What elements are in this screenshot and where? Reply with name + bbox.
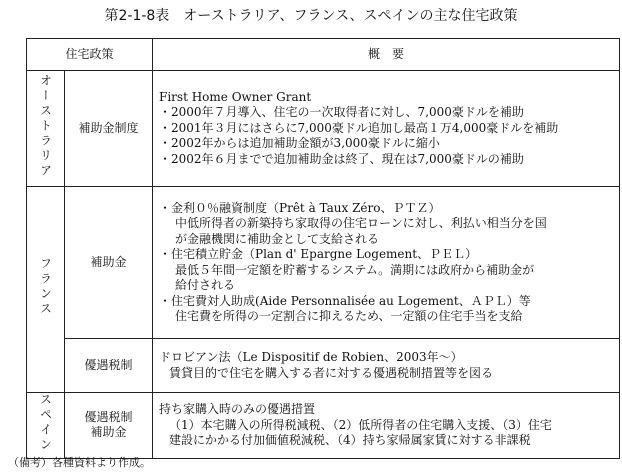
header-policy: 住宅政策 [27, 39, 153, 71]
detail-line: 持ち家購入時のみの優遇措置 [159, 402, 316, 416]
detail-line: ・2001年３月にはさらに7,000豪ドル追加し最高１万4,000豪ドルを補助 [159, 120, 559, 135]
detail-line: 中低所得者の新築持ち家取得の住宅ローンに対し、利払い相当分を国 [175, 216, 547, 230]
table-row-spain [27, 393, 620, 459]
table-row-australia [27, 71, 620, 187]
table-row-france-subsidy [27, 187, 620, 339]
country-cell-spain [27, 393, 65, 459]
detail-spain [153, 393, 620, 459]
policy-spain-line1: 優遇税制 [84, 409, 133, 424]
detail-australia [153, 71, 620, 187]
country-australia: オーストラリア [38, 73, 53, 179]
policy-france-tax: 優遇税制 [65, 339, 153, 393]
country-cell-france [27, 187, 65, 393]
detail-line: 最低５年間一定額を貯蓄するシステム。満期には政府から補助金が [175, 262, 535, 277]
detail-line: ・金利０％融資制度（Prêt à Taux Zéro、ＰＴＺ） [159, 200, 441, 215]
detail-line: ドロビアン法（Le Dispositif de Robien、2003年～） [159, 350, 463, 364]
table-row-france-tax [27, 339, 620, 393]
detail-line: First Home Owner Grant [159, 89, 312, 104]
policy-australia: 補助金制度 [65, 71, 153, 187]
header-overview: 概 要 [153, 39, 620, 71]
detail-line: ・住宅費対人助成(Aide Personnalisée au Logement、ＡＰＬ）等 [159, 293, 531, 308]
detail-line: ・2002年からは追加補助金額が3,000豪ドルに縮小 [159, 136, 440, 151]
country-cell-australia [27, 71, 65, 187]
table-header-row [27, 39, 620, 71]
policy-france-subsidy: 補助金 [65, 187, 153, 339]
source-note: （備考）各種資料より作成。 [8, 456, 151, 469]
detail-line: 建設にかかる付加価値税減税、（4）持ち家帰属家賃に対する非課税 [169, 433, 531, 447]
detail-line: ・住宅積立貯金（Plan d' Epargne Logement、ＰＥＬ） [159, 247, 478, 261]
housing-policy-table [26, 38, 620, 459]
detail-france-subsidy [153, 187, 620, 339]
policy-spain [65, 393, 153, 459]
detail-line: 住宅費を所得の一定割合に抑えるため、一定額の住宅手当を支給 [175, 309, 523, 323]
detail-line: （1）本宅購入の所得税減税、（2）低所得者の住宅購入支援、（3）住宅 [169, 417, 552, 432]
detail-line: 賃貸目的で住宅を購入する者に対する優遇税制措置等を図る [169, 365, 494, 380]
detail-line: ・2000年７月導入、住宅の一次取得者に対し、7,000豪ドルを補助 [159, 105, 524, 120]
detail-line: ・2002年６月までで追加補助金は終了、現在は7,000豪ドルの補助 [159, 151, 524, 166]
detail-line: が金融機関に補助金として支給される [175, 231, 380, 246]
policy-spain-line2: 補助金 [90, 425, 127, 440]
detail-line: 給付される [175, 278, 236, 292]
detail-france-tax [153, 339, 620, 393]
table-title: 第2-1-8表 オーストラリア、フランス、スペインの主な住宅政策 [104, 8, 518, 24]
country-france: フランス [38, 257, 53, 318]
country-spain: スペイン [38, 393, 53, 453]
